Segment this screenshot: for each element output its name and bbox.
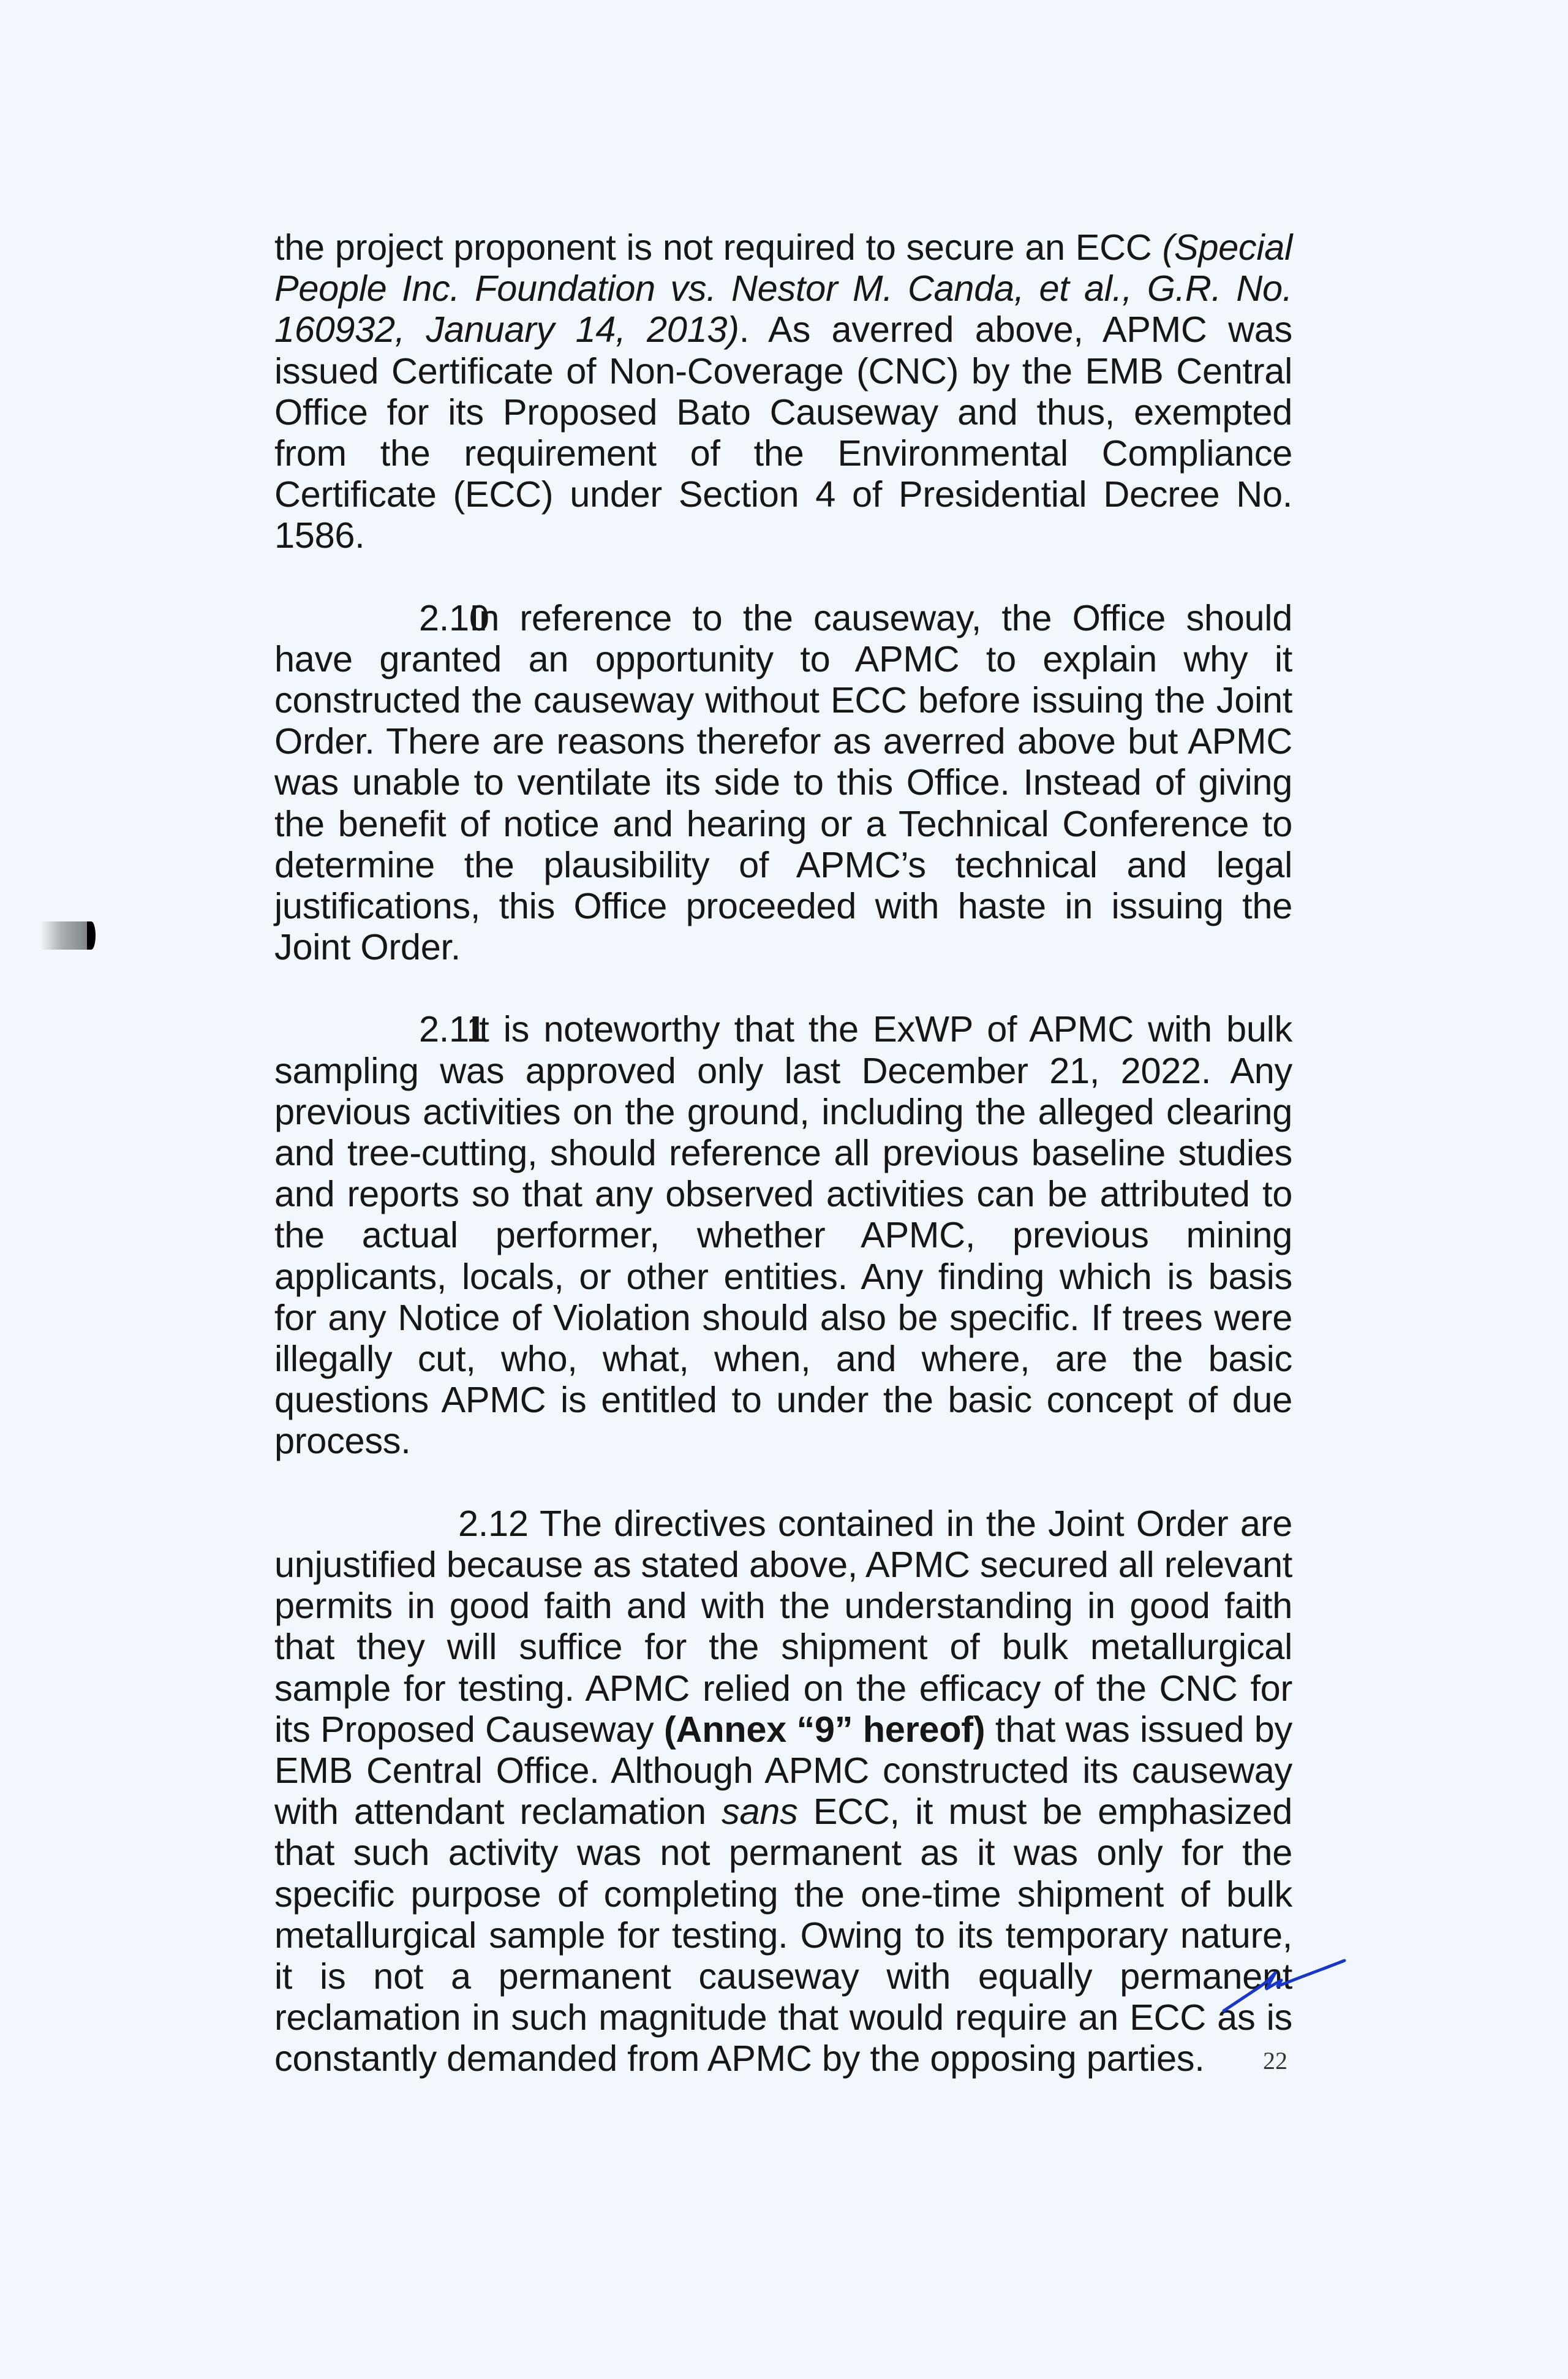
- section-number: 2.10: [419, 597, 489, 638]
- annex-reference: (Annex “9” hereof): [664, 1708, 986, 1750]
- section-number: 2.12: [458, 1502, 529, 1544]
- paragraph-continuation: [274, 227, 1292, 556]
- section-2-11: [274, 1008, 1292, 1461]
- case-citation: (Special People Inc. Foundation vs. Nestor M. Canda, et al., G.R. No. 160932, January 14, 2013): [274, 227, 1292, 350]
- section-text: ECC, it must be emphasized that such activity was not permanent as it was only for the specific purpose of completing the one-time shipment of bulk metallurgical sample for testing. Owing to its temporary nature, it is not a permanent causeway with equally permanent reclamation in such magnitude that would require an ECC as is constantly demanded from APMC by the opposing parties.: [274, 1791, 1292, 2079]
- paragraph-text: . As averred above, APMC was issued Certificate of Non-Coverage (CNC) by the EMB Central Office for its Proposed Bato Causeway and thus, exempted from the requirement of the Environmental Compliance Certificate (ECC) under Section 4 of Presidential Decree No. 1586.: [274, 309, 1292, 556]
- document-body: [274, 227, 1292, 2079]
- italic-term: sans: [722, 1791, 798, 1832]
- signature-initials: [1219, 1948, 1354, 2016]
- paragraph-text: the project proponent is not required to secure an ECC: [274, 227, 1163, 268]
- section-2-10: [274, 597, 1292, 968]
- section-text: The directives contained in the Joint Order are unjustified because as stated above, APMC secured all relevant permits in good faith and with the understanding in good faith that they will suffice for the shipment of bulk metallurgical sample for testing. APMC relied on the efficacy of the CNC for its Proposed Causeway: [274, 1502, 1293, 1750]
- section-number: 2.11: [419, 1008, 487, 1050]
- page-number: 22: [1263, 2047, 1287, 2075]
- section-text: that was issued by EMB Central Office. Although APMC constructed its causeway with attendant reclamation: [274, 1708, 1292, 1832]
- section-text: It is noteworthy that the ExWP of APMC with bulk sampling was approved only last December 21, 2022. Any previous activities on the ground, including the alleged clearing and tree-cutting, should reference all previous baseline studies and reports so that any observed activities can be attributed to the actual performer, whether APMC, previous mining applicants, locals, or other entities. Any finding which is basis for any Notice of Violation should also be specific. If trees were illegally cut, who, what, when, and where, are the basic questions APMC is entitled to under the basic concept of due process.: [274, 1008, 1292, 1462]
- section-text: In reference to the causeway, the Office should have granted an opportunity to APMC to explain why it constructed the causeway without ECC before issuing the Joint Order. There are reasons therefor as averred above but APMC was unable to ventilate its side to this Office. Instead of giving the benefit of notice and hearing or a Technical Conference to determine the plausibility of APMC’s technical and legal justifications, this Office proceeded with haste in issuing the Joint Order.: [274, 597, 1292, 968]
- section-2-12: [274, 1503, 1292, 2079]
- scanner-margin-mark: [40, 921, 88, 950]
